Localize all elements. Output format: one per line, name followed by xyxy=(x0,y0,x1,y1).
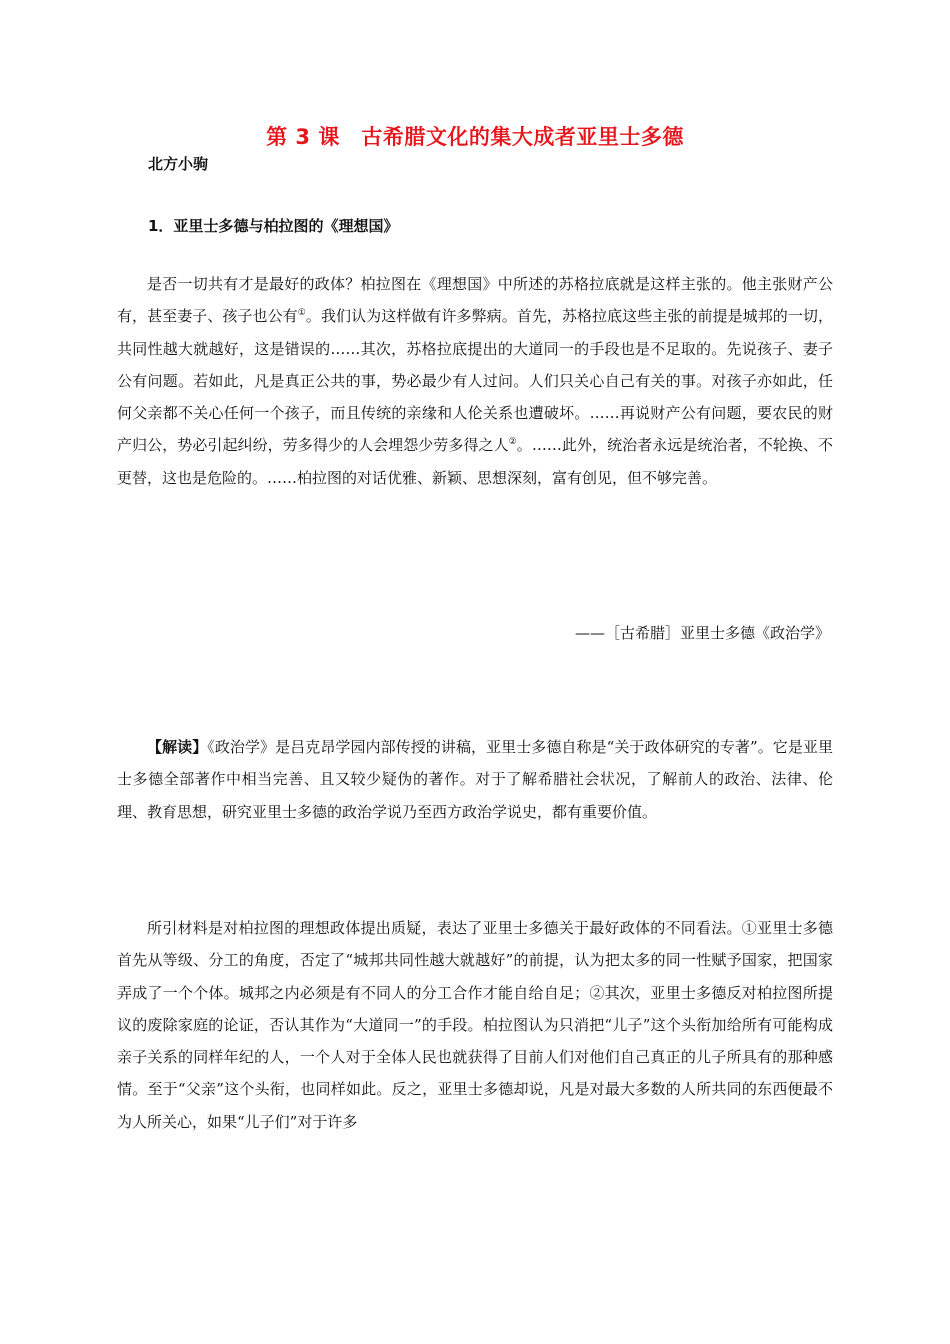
interpretation-label: 【解读】 xyxy=(147,738,208,756)
lesson-title: 第 3 课 古希腊文化的集大成者亚里士多德 xyxy=(266,125,684,149)
interpretation-text: 《政治学》是吕克昂学园内部传授的讲稿，亚里士多德自称是“关于政体研究的专著”。它是亚里士多德全部著作中相当完善、且又较少疑伪的著作。对于了解希腊社会状况，了解前人的政治、法律、伦理、教育思想，研究亚里士多德的政治学说乃至西方政治学说史，都有重要价值。 xyxy=(117,738,833,821)
author-name: 北方小驹 xyxy=(148,155,209,173)
footnote-marker-2: ② xyxy=(508,437,517,448)
excerpt-paragraph xyxy=(117,268,833,494)
excerpt-text-3: 。……此外，统治者永远是统治者，不轮换、不更替，这也是危险的。……柏拉图的对话优雅、新颖、思想深刻，富有创见，但不够完善。 xyxy=(117,436,833,487)
analysis-paragraph: 所引材料是对柏拉图的理想政体提出质疑，表达了亚里士多德关于最好政体的不同看法。①亚里士多德首先从等级、分工的角度，否定了“城邦共同性越大就越好”的前提，认为把太多的同一性赋予国家，把国家弄成了一个个体。城邦之内必须是有不同人的分工合作才能自给自足；②其次，亚里士多德反对柏拉图所提议的废除家庭的论证，否认其作为“大道同一”的手段。柏拉图认为只消把“儿子”这个头衔加给所有可能构成亲子关系的同样年纪的人，一个人对于全体人民也就获得了目前人们对他们自己真正的儿子所具有的那种感情。至于“父亲”这个头衔，也同样如此。反之，亚里士多德却说，凡是对最大多数的人所共同的东西便最不为人所关心，如果“儿子们”对于许多 xyxy=(117,919,833,1131)
excerpt-text-2: 。我们认为这样做有许多弊病。首先，苏格拉底这些主张的前提是城邦的一切，共同性越大就越好，这是错误的……其次，苏格拉底提出的大道同一的手段也是不足取的。先说孩子、妻子公有问题。若如此，凡是真正公共的事，势必最少有人过问。人们只关心自己有关的事。对孩子亦如此，任何父亲都不关心任何一个孩子，而且传统的亲缘和人伦关系也遭破坏。……再说财产公有问题，要农民的财产归公，势必引起纠纷，劳多得少的人会埋怨少劳多得之人 xyxy=(117,307,833,455)
excerpt-text-1: 是否一切共有才是最好的政体？柏拉图在《理想国》中所述的苏格拉底就是这样主张的。他主张财产公有，甚至妻子、孩子也公有 xyxy=(117,275,833,326)
footnote-marker-1: ① xyxy=(297,308,306,319)
interpretation-paragraph xyxy=(117,731,833,828)
section-heading: 1．亚里士多德与柏拉图的《理想国》 xyxy=(148,217,399,235)
source-citation: ——［古希腊］亚里士多德《政治学》 xyxy=(574,624,830,642)
